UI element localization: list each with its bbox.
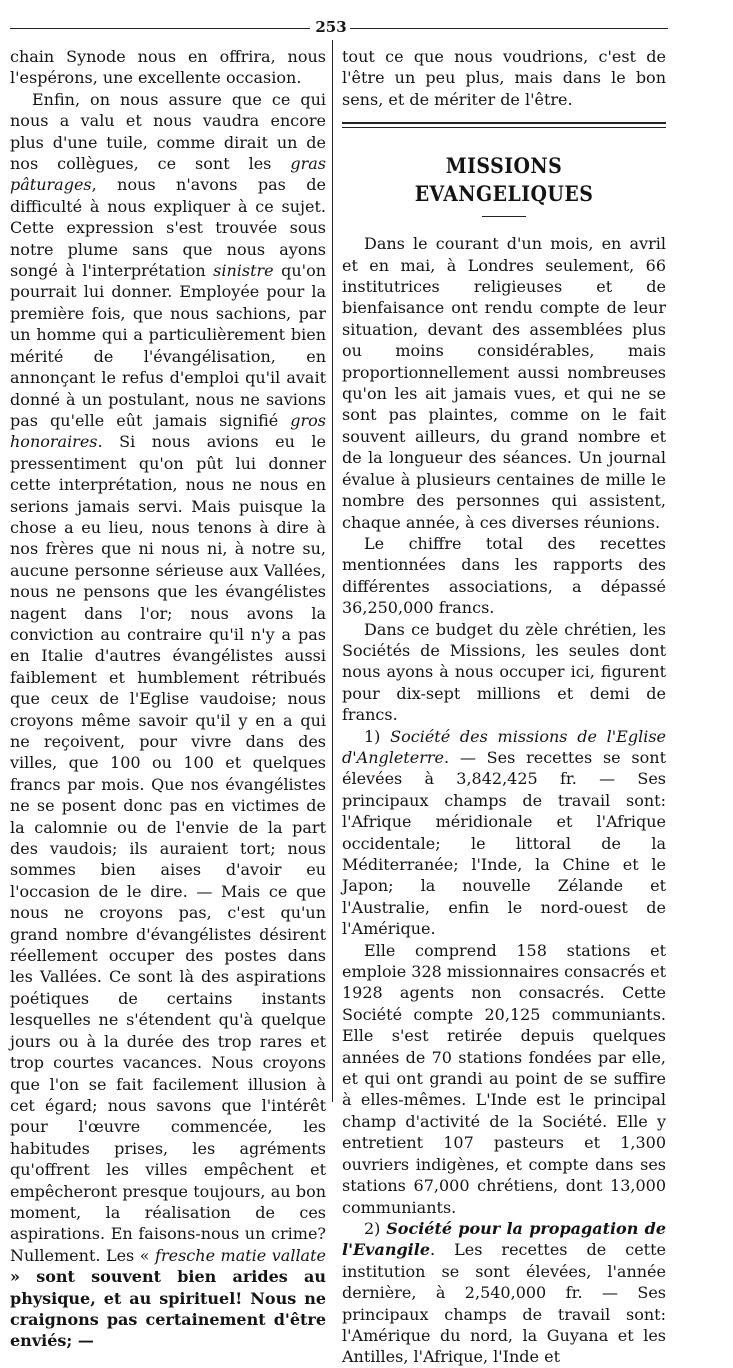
page-number: 253: [315, 18, 347, 36]
section-double-rule-thin: [342, 127, 666, 128]
text-run: . Si nous avions eu le pressentiment qu'on pût lui donner cette interprétation, nous ne nous en serions jamais servi. Mais puisque la chose a eu lieu, nous tenons à dire à nos frères que ni nous ni, à notre su, aucune personne sérieuse aux Vallées, nous ne pensons que les évangélistes nagent dans l'or; nous avons la conviction au contraire qu'il n'y a pas en Italie d'autres évangélistes aussi faiblement et humblement rétribués que ceux de l'Eglise vaudoise; nous croyons même savoir qu'il y en a qui ne reçoivent, pour vivre dans des villes, que 100 ou 100 et quelques francs par mois. Que nos évangélistes ne se posent donc pas en victimes de la calomnie ou de l'envie de la part des vaudois; ils auraient tort; nous sommes bien aises d'avoir eu l'occasion de le dire. — Mais ce que nous ne croyons pas, c'est qu'un grand nombre d'évangélistes désirent réellement occuper des postes dans les Vallées. Ce sont là des aspirations poétiques de certains instants lesquelles ne s'étendent qu'à quelque jours ou à la durée des trop rares et trop courtes vacances. Nous croyons que l'on se fait facilement illusion à cet égard; nous savons que l'intérêt pour l'œuvre commencée, les habitudes prises, les agréments qu'offrent les villes empêchent et empêcheront presque toujours, au bon moment, la réalisation de ces aspirations. En faisons-nous un crime? Nullement. Les «: [10, 432, 326, 1265]
text-run: , nous n'avons pas de difficulté à nous expliquer à ce sujet. Cette expression s'est trouvée sous notre plume sans que nous ayons songé à l'interprétation: [10, 175, 326, 281]
paragraph-synode: chain Synode nous en offrira, nous l'espérons, une excellente occasion.: [10, 47, 326, 88]
italic-phrase: sinistre: [213, 261, 274, 281]
italic-phrase: gros honoraires: [10, 410, 326, 452]
section-double-rule: [342, 122, 666, 124]
right-column: [342, 46, 666, 1368]
header-rule-right: [350, 28, 668, 29]
paragraph-gras-paturages: [10, 89, 326, 1352]
item-number: 2): [364, 1218, 387, 1238]
paragraph-total-receipts: Le chiffre total des recettes mentionnées dans les rapports des différentes associations, a dépassé 36,250,000 francs.: [342, 533, 666, 618]
header-rule-left: [10, 28, 310, 29]
italic-phrase: fresche matie vallate: [155, 1245, 326, 1265]
text-run: Enfin, on nous assure que ce qui nous a valu et nous vaudra encore plus d'une tuile, comme dirait un de nos collègues, ce sont les: [10, 89, 326, 174]
column-divider: [332, 40, 333, 1102]
text-run: qu'on pourrait lui donner. Employée pour la première fois, que nous sachions, par un homme qui a particulièrement bien mérité de l'évangélisation, en annonçant le refus d'emploi qu'il avait donné à un postulant, nous ne savions pas qu'elle eût jamais signifié: [10, 261, 326, 430]
paragraph-london-meetings: Dans le courant d'un mois, en avril et en mai, à Londres seulement, 66 institutrices religieuses et de bienfaisance ont rendu compte de leur situation, devant des assemblées plus ou moins considérables, mais proportionnellement aussi nombreuses qu'on les ait jamais vues, et qui ne se sont pas plaintes, comme on le fait souvent ailleurs, du grand nombre et de la longueur des séances. Un journal évalue à plusieurs centaines de mille le nombre des personnes qui assistent, chaque année, à ces diverses réunions.: [342, 234, 666, 532]
paragraph-society-propagation: [342, 1218, 666, 1368]
italic-phrase: gras pâturages: [10, 154, 326, 195]
text-run: . — Ses recettes se sont élevées à 3,842,425 fr. — Ses principaux champs de travail sont: l'Afrique méridionale et l'Afrique occidentale; le littoral de la Méditerranée; l'Inde, la Chine et le Japon; la nouvelle Zélande et l'Australie, enfin le nord-ouest de l'Amérique.: [342, 747, 666, 939]
society-name: Société pour la propagation de l'Evangile: [342, 1218, 667, 1260]
text-run: . Les recettes de cette institution se sont élevées, l'année dernière, à 2,540,000 fr. — Ses principaux champs de travail sont: l'Amérique du nord, la Guyana et les Antilles, l'Afrique, l'Inde et: [342, 1240, 666, 1367]
text-run: » sont souvent bien arides au physique, et au spirituel! Nous ne craignons pas certainement d'être enviés; —: [10, 1267, 326, 1351]
society-name: Société des missions de l'Eglise d'Angleterre: [342, 726, 666, 767]
left-column: [10, 46, 326, 1352]
item-number: 1): [364, 726, 391, 746]
title-underline: [482, 216, 526, 217]
paragraph-budget: Dans ce budget du zèle chrétien, les Sociétés de Missions, les seules dont nous ayons à nous occuper ici, figurent pour dix-sept millions et demi de francs.: [342, 619, 666, 725]
paragraph-stations: Elle comprend 158 stations et emploie 328 missionnaires consacrés et 1928 agents non consacrés. Cette Société compte 20,125 communiants. Elle s'est retirée depuis quelques années de 70 stations fondées par elle, et qui ont grandi au point de se suffire à elles-mêmes. L'Inde est le principal champ d'activité de la Société. Elle y entretient 107 pasteurs et 1,300 ouvriers indigènes, et compte dans ses stations 67,000 chrétiens, dont 13,000 communiants.: [342, 940, 666, 1217]
paragraph-continuation: tout ce que nous voudrions, c'est de l'être un peu plus, mais dans le bon sens, et de mériter de l'être.: [342, 47, 666, 109]
paragraph-society-england: [342, 726, 666, 940]
section-title: MISSIONS EVANGELIQUES: [414, 153, 594, 207]
page-header: [0, 16, 733, 40]
